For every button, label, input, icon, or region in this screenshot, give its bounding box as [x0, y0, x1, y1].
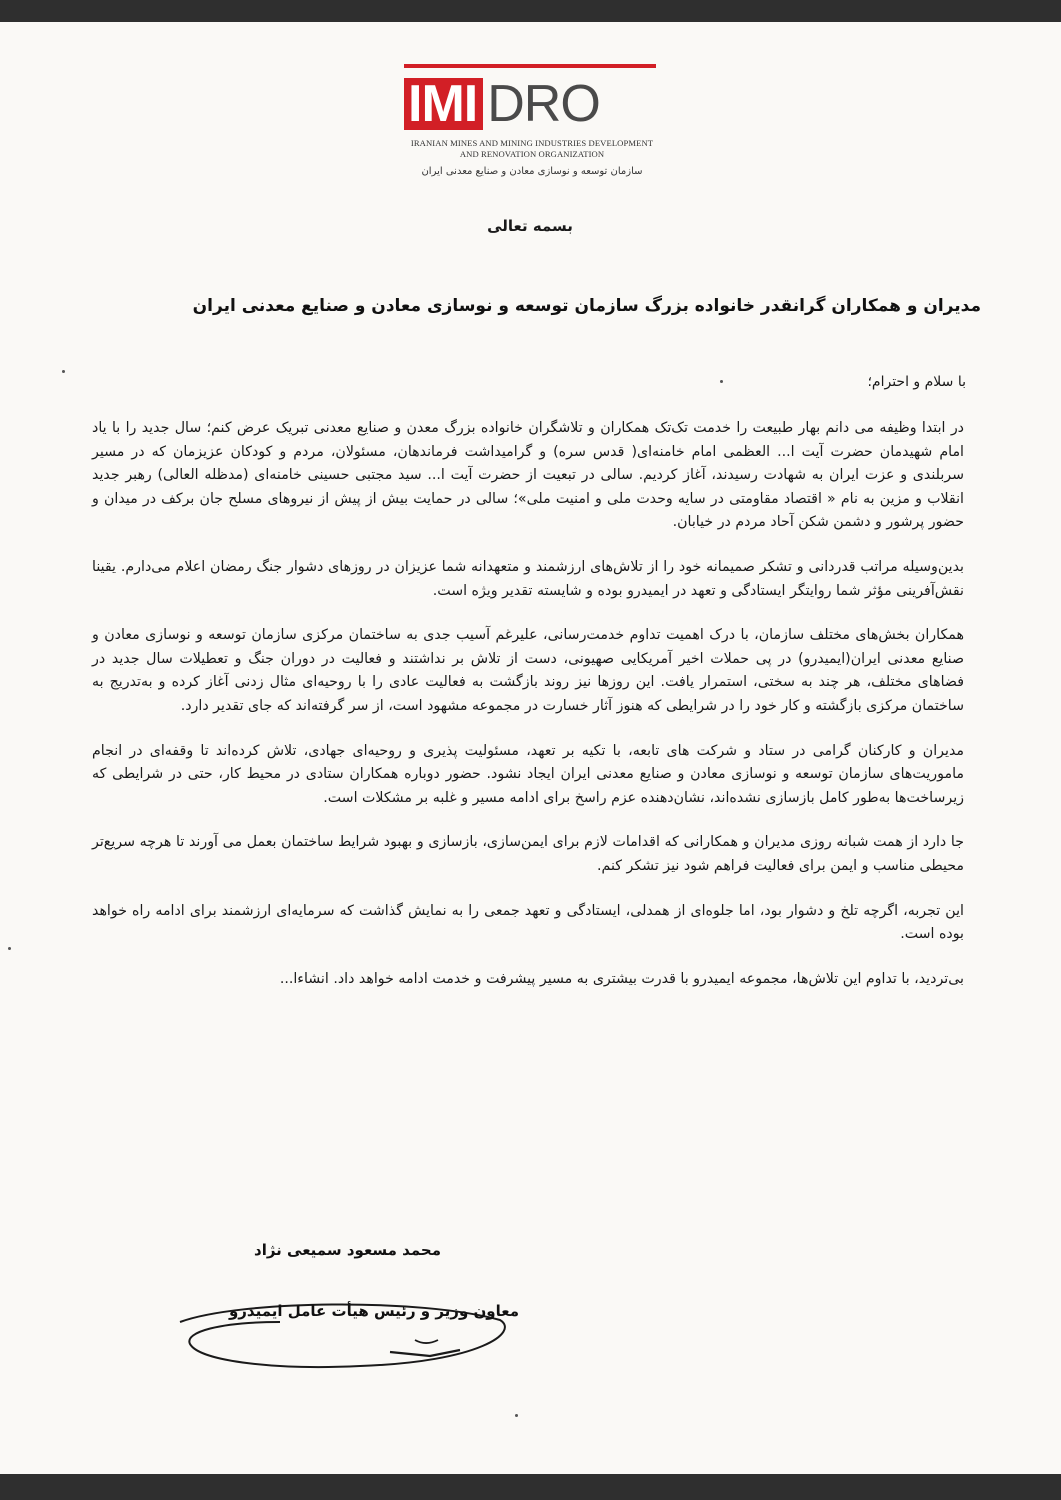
basmala: بسمه تعالی [487, 217, 573, 235]
paragraph: مدیران و کارکنان گرامی در ستاد و شرکت های تابعه، با تکیه بر تعهد، مسئولیت پذیری و روحیه‌ای جهادی، تلاش کرده‌اند تا وقفه‌ای در انجام ماموریت‌های سازمان توسعه و نوسازی معادن و صنایع معدنی ایران ایجاد نشود. حضور دوباره همکاران ستادی در محیط کار، حتی در شرایطی که زیرساخت‌ها به‌طور کامل بازسازی نشده‌اند، نشان‌دهنده عزم راسخ برای ادامه مسیر و غلبه بر مشکلات است. [92, 742, 964, 806]
logo-persian-name: سازمان توسعه و نوسازی معادن و صنایع معدنی ایران [421, 166, 643, 177]
letter-page [0, 22, 1061, 1474]
scan-speck [62, 370, 65, 373]
imidro-logo [398, 64, 660, 204]
paragraph: در ابتدا وظیفه می دانم بهار طبیعت را خدمت تک‌تک همکاران و تلاشگران خانواده بزرگ معدن و صنایع معدنی تبریک عرض کنم؛ سال جدید را با یاد امام شهیدمان حضرت آیت ا... العظمی امام خامنه‌ای( قدس سره) و گرامیداشت فرماندهان، مسئولان، مردم و کودکان عزیزمان که در مسیر سربلندی و عزت ایران به شهادت رسیدند، آغاز کردیم. سالی در تبعیت از حضرت آیت ا... سید مجتبی حسینی خامنه‌ای (مدظله العالی) رهبر جدید انقلاب و مزین به نام « اقتصاد مقاومتی در سایه وحدت ملی و امنیت ملی»؛ سالی در حمایت بیش از پیش از نیروهای مسلح جان برکف در میدان و حضور پرشور و دشمن شکن آحاد مردم در خیابان. [92, 420, 964, 531]
logo-wordmark-dark: DRO [487, 75, 600, 133]
scan-top-border [0, 0, 1061, 22]
paragraph: بدین‌وسیله مراتب قدردانی و تشکر صمیمانه خود را از تلاش‌های ارزشمند و متعهدانه شما عزیزان در روزهای دشوار جنگ رمضان اعلام می‌دارم. یقینا نقش‌آفرینی مؤثر شما روایتگر ایستادگی و تعهد در ایمیدرو بوده و شایسته تقدیر ویژه است. [92, 558, 964, 599]
logo-english-line1: IRANIAN MINES AND MINING INDUSTRIES DEVELOPMENT [410, 138, 654, 148]
paragraph: جا دارد از همت شبانه روزی مدیران و همکارانی که اقدامات لازم برای ایمن‌سازی، بازسازی و بهبود شرایط ساختمان بعمل می آورند تا هرچه سریع‌تر محیطی مناسب و ایمن برای فعالیت فراهم شود نیز تشکر کنم. [92, 834, 964, 874]
logo-wordmark [404, 75, 600, 133]
paragraph: این تجربه، اگرچه تلخ و دشوار بود، اما جلوه‌ای از همدلی، ایستادگی و تعهد جمعی را به نمایش گذاشت که سرمایه‌ای ارزشمند برای ادامه راه خواهد بوده است. [92, 902, 964, 943]
logo-top-rule [404, 64, 656, 68]
paragraph: بی‌تردید، با تداوم این تلاش‌ها، مجموعه ایمیدرو با قدرت بیشتری به مسیر پیشرفت و خدمت ادامه خواهد داد. انشاءا... [279, 970, 964, 987]
scan-speck [515, 1414, 518, 1417]
logo-english-name [402, 138, 662, 160]
logo-english-line2: AND RENOVATION ORGANIZATION [459, 149, 605, 159]
letter-heading: مدیران و همکاران گرانقدر خانواده بزرگ سازمان توسعه و نوسازی معادن و صنایع معدنی ایران [192, 296, 981, 316]
scan-bottom-border [0, 1474, 1061, 1500]
scan-speck [720, 380, 723, 383]
signer-name: محمد مسعود سمیعی نژاد [254, 1241, 441, 1259]
greeting: با سلام و احترام؛ [867, 374, 966, 390]
letter-body [92, 417, 964, 1012]
logo-wordmark-red: IMI [404, 78, 483, 130]
paragraph: همکاران بخش‌های مختلف سازمان، با درک اهمیت تداوم خدمت‌رسانی، علیرغم آسیب جدی به ساختمان مرکزی سازمان توسعه و نوسازی معادن و صنایع معدنی ایران(ایمیدرو) در پی حملات اخیر آمریکایی صهیونی، دست از تلاش بر نداشتند و فعالیت در دوران جنگ و تعطیلات سال جدید در فضاهای مختلف، هر چند به سختی، استمرار یافت. این روزها نیز روند بازگشت به فعالیت عادی را با روحیه‌ای مثال زدنی آغاز کرده و به‌تدریج به ساختمان مرکزی بازگشته و کار خود را در شرایطی که هنوز آثار خسارت در مجموعه مشهود است، از سر گرفته‌اند که جای تقدیر دارد. [92, 627, 964, 714]
scan-speck [8, 947, 11, 950]
signer-title: معاون وزیر و رئیس هیأت عامل ایمیدرو [228, 1302, 519, 1320]
